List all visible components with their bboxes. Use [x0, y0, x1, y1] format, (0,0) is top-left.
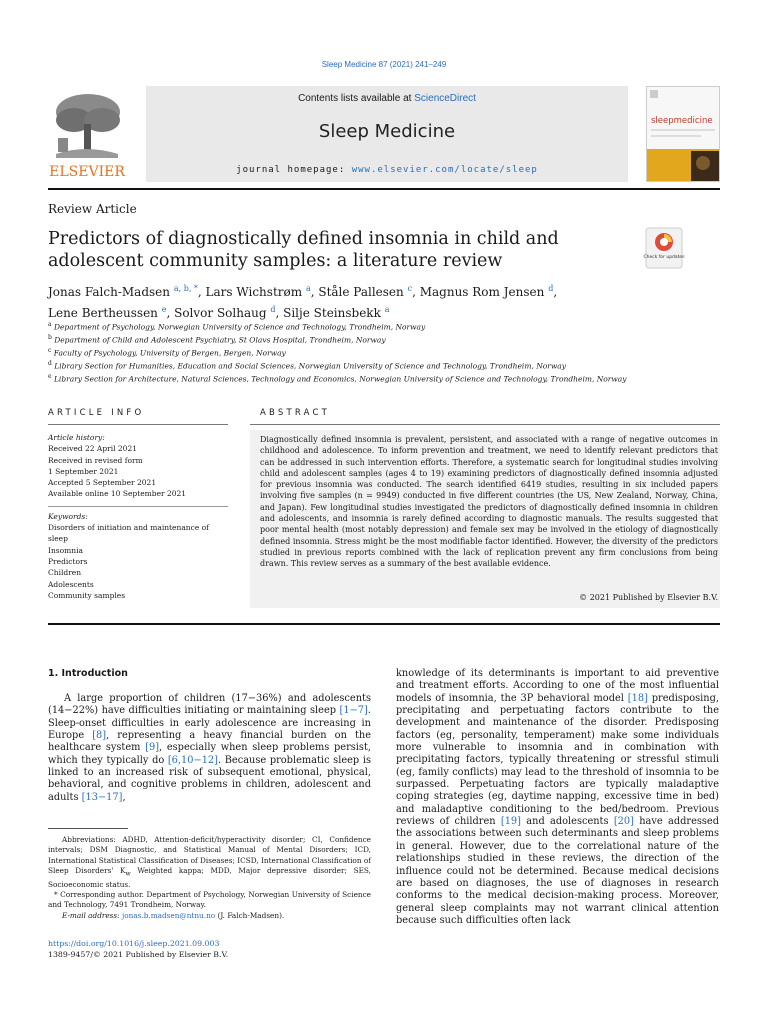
keyword: Children — [48, 568, 82, 578]
author[interactable]: Lars Wichstrøm $^a$, — [205, 284, 319, 299]
section-heading-introduction: 1. Introduction — [48, 668, 128, 679]
email-link[interactable]: jonas.b.madsen@ntnu.no — [121, 910, 216, 920]
check-for-updates-label: Check for updates — [643, 255, 685, 260]
history-item: Accepted 5 September 2021 — [48, 478, 157, 488]
body-text-segment: A large proportion of children (17−36%) and adolescents (14−22%) have difficulties initiating or maintaining sleep — [48, 693, 371, 717]
doi-block — [48, 938, 228, 960]
body-text-segment: and adolescents — [521, 816, 614, 828]
article-info-heading: ARTICLE INFO — [48, 408, 145, 418]
body-text-segment: . Sleep-onset difficulties in early adolescence are increasing in Europe — [48, 705, 371, 742]
abstract-rule — [250, 424, 720, 425]
history-label: Article history: — [48, 433, 105, 442]
elsevier-tree-icon — [46, 90, 128, 180]
journal-cover-image — [647, 87, 719, 181]
keyword: Adolescents — [48, 579, 94, 589]
author[interactable]: Ståle Pallesen $^c$, — [318, 284, 420, 299]
author[interactable]: Silje Steinsbekk $^a$ — [283, 305, 390, 320]
journal-homepage — [146, 165, 628, 175]
reference-link[interactable]: [13−17] — [81, 791, 123, 803]
reference-link[interactable]: [6,10−12] — [167, 754, 218, 766]
body-text-segment: knowledge of its determinants is important to aid preventive and treatment efforts. According to one of the most influential models of insomnia, the 3P behavioral model — [396, 668, 719, 704]
contents-prefix: Contents lists available at — [298, 93, 415, 104]
affiliation: $^d$ Library Section for Humanities, Education and Social Sciences, Norwegian University of Science and Technology, Trondheim, Norway — [48, 360, 567, 371]
abstract-heading: ABSTRACT — [260, 408, 331, 418]
abstract-copyright: © 2021 Published by Elsevier B.V. — [579, 593, 718, 602]
affiliation: $^e$ Library Section for Architecture, Natural Sciences, Technology and Economics, Norwegian University of Science and Technology, Trondheim, Norway — [48, 373, 627, 384]
history-item: Received 22 April 2021 — [48, 444, 137, 454]
sciencedirect-link[interactable]: ScienceDirect — [414, 93, 476, 104]
body-text-segment: . Because problematic sleep is linked to an increased risk of subsequent emotional, physical, behavioral, and cognitive problems in children, adolescent and adults — [48, 754, 371, 803]
homepage-link[interactable]: www.elsevier.com/locate/sleep — [351, 165, 538, 175]
keywords-divider — [48, 506, 228, 507]
check-for-updates-button[interactable] — [643, 228, 685, 268]
paper-title: Predictors of diagnostically defined insomnia in child and adolescent community samples: a literature review — [48, 229, 559, 271]
history-item: Received in revised form — [48, 455, 143, 465]
body-text-segment: , representing a heavy financial burden on the healthcare system — [48, 730, 371, 754]
email-footnote: E-mail address: jonas.b.madsen@ntnu.no (J. Falch-Madsen). — [62, 910, 285, 920]
corresponding-author-footnote: * Corresponding author. Department of Psychology, Norwegian University of Science and Technology, 7491 Trondheim, Norway. — [48, 889, 371, 910]
affiliation: $^c$ Faculty of Psychology, University of Bergen, Bergen, Norway — [48, 347, 286, 358]
homepage-prefix: journal homepage: — [236, 165, 352, 175]
reference-link[interactable]: [9] — [145, 742, 160, 754]
keyword: Community samples — [48, 590, 126, 600]
journal-citation[interactable]: Sleep Medicine 87 (2021) 241–249 — [321, 60, 447, 69]
journal-cover-thumbnail[interactable] — [646, 86, 720, 182]
body-text-segment: , especially when sleep problems persist, which they typically do — [48, 742, 371, 766]
abstract-text: Diagnostically defined insomnia is prevalent, persistent, and associated with a range of negative outcomes in childhood and adolescence. To inform prevention and treatment, we need to identify relevant predictors that can be addressed in such intervention efforts. Therefore, a systematic search for longitudinal studies involving child and adolescent samples (ages 4 to 19) examining predictors of diagnostically defined insomnia adjusted for previous insomnia was conducted. The search identified 6419 studies, resulting in six included papers involving five samples (n = 9949) conducted in five different countries (the US, New Zealand, Norway, China, and Japan). Few longitudinal studies investigated the predictors of diagnostically defined insomnia in children and adolescents, and insomnia is rarely defined according to diagnostic manuals. The results suggested that poor mental health (most notably depression) and female sex may be involved in the etiology of diagnostically defined insomnia. Stress might be the most modifiable factor identified. However, the diversity of the predictors studied in previous reports combined with the lack of replication prevent any firm conclusions from being drawn. This review serves as a summary of the best available evidence. — [260, 435, 718, 569]
reference-link[interactable]: [1−7] — [339, 705, 368, 717]
intro-paragraph-1 — [48, 693, 371, 804]
history-item: Available online 10 September 2021 — [48, 489, 187, 499]
reference-link[interactable]: [20] — [613, 816, 634, 828]
reference-link[interactable]: [18] — [627, 692, 648, 704]
issn-line: 1389-9457/© 2021 Published by Elsevier B.V. — [48, 950, 229, 959]
affiliation-list — [48, 320, 708, 385]
intro-paragraph-2 — [396, 668, 719, 927]
abstract-bottom-divider — [48, 623, 720, 625]
history-item: 1 September 2021 — [48, 466, 119, 476]
reference-link[interactable]: [8] — [92, 730, 107, 742]
elsevier-wordmark: ELSEVIER — [49, 164, 125, 180]
article-info — [48, 432, 228, 601]
doi-link[interactable]: https://doi.org/10.1016/j.sleep.2021.09.003 — [48, 939, 220, 948]
author[interactable]: Solvor Solhaug $^d$, — [174, 305, 284, 320]
body-text-segment: have addressed the associations between such determinants and sleep problems in general. However, due to the correlational nature of the relationships studied in these reviews, the direction of the influence could not be determined. Because medical decisions are based on diagnoses, the use of diagnoses in research conforms to the medical decision-making process. Moreover, general sleep complaints may not warrant clinical attention because such difficulties often lack — [396, 816, 720, 926]
keyword: Disorders of initiation and maintenance of — [48, 523, 209, 533]
author-list — [48, 280, 608, 322]
author[interactable]: Lene Bertheussen $^e$, — [48, 305, 175, 320]
keyword: Insomnia — [48, 545, 83, 555]
affiliation: $^a$ Department of Psychology, Norwegian University of Science and Technology, Trondheim, Norway — [48, 321, 426, 332]
footnotes — [48, 835, 371, 921]
author[interactable]: Jonas Falch-Madsen $^{a, b, *}$, — [48, 284, 206, 299]
reference-link[interactable]: [19] — [500, 816, 521, 828]
abbreviations-footnote: Abbreviations: ADHD, Attention-deficit/hyperactivity disorder; CI, Confidence intervals; DSM Diagnostic, and Statistical Manual of Mental Disorders; ICD, International Statistical Classification of Diseases; ICSD, International Classification of Sleep Disorders' $K_w$ Weighted kappa; MDD, Major depressive disorder; SES, Socioeconomic status. — [48, 835, 371, 889]
cover-title: sleepmedicine — [651, 116, 713, 126]
article-type: Review Article — [48, 202, 137, 216]
check-for-updates-icon — [643, 228, 685, 268]
body-text-segment: predisposing, precipitating and perpetuating factors contribute to the development and maintenance of the disorder. Predisposing factors (eg, personality, temperament) make some individuals more vulnerable to insomnia and in combination with precipitating factors, typically threatening or stressful stimuli (eg, family conflicts) may lead to the threshold of insomnia to be surpassed. Perpetuating factors are typically maladaptive coping strategies (eg, daytime napping, excessive time in bed) and maladaptive conditioning to the bed/bedroom. Previous reviews of children — [396, 692, 719, 828]
article-info-rule — [48, 424, 228, 425]
journal-title: Sleep Medicine — [318, 121, 456, 142]
body-text-segment: , — [122, 791, 126, 803]
affiliation: $^b$ Department of Child and Adolescent Psychiatry, St Olavs Hospital, Trondheim, Norway — [48, 334, 386, 345]
contents-line — [146, 93, 628, 104]
header-divider — [48, 188, 720, 190]
footnote-rule — [48, 828, 128, 829]
keyword: Predictors — [48, 556, 88, 566]
keywords-label: Keywords: — [48, 511, 88, 521]
keyword: sleep — [48, 534, 68, 544]
elsevier-logo[interactable] — [46, 90, 128, 180]
author[interactable]: Magnus Rom Jensen $^d$, — [419, 284, 558, 299]
